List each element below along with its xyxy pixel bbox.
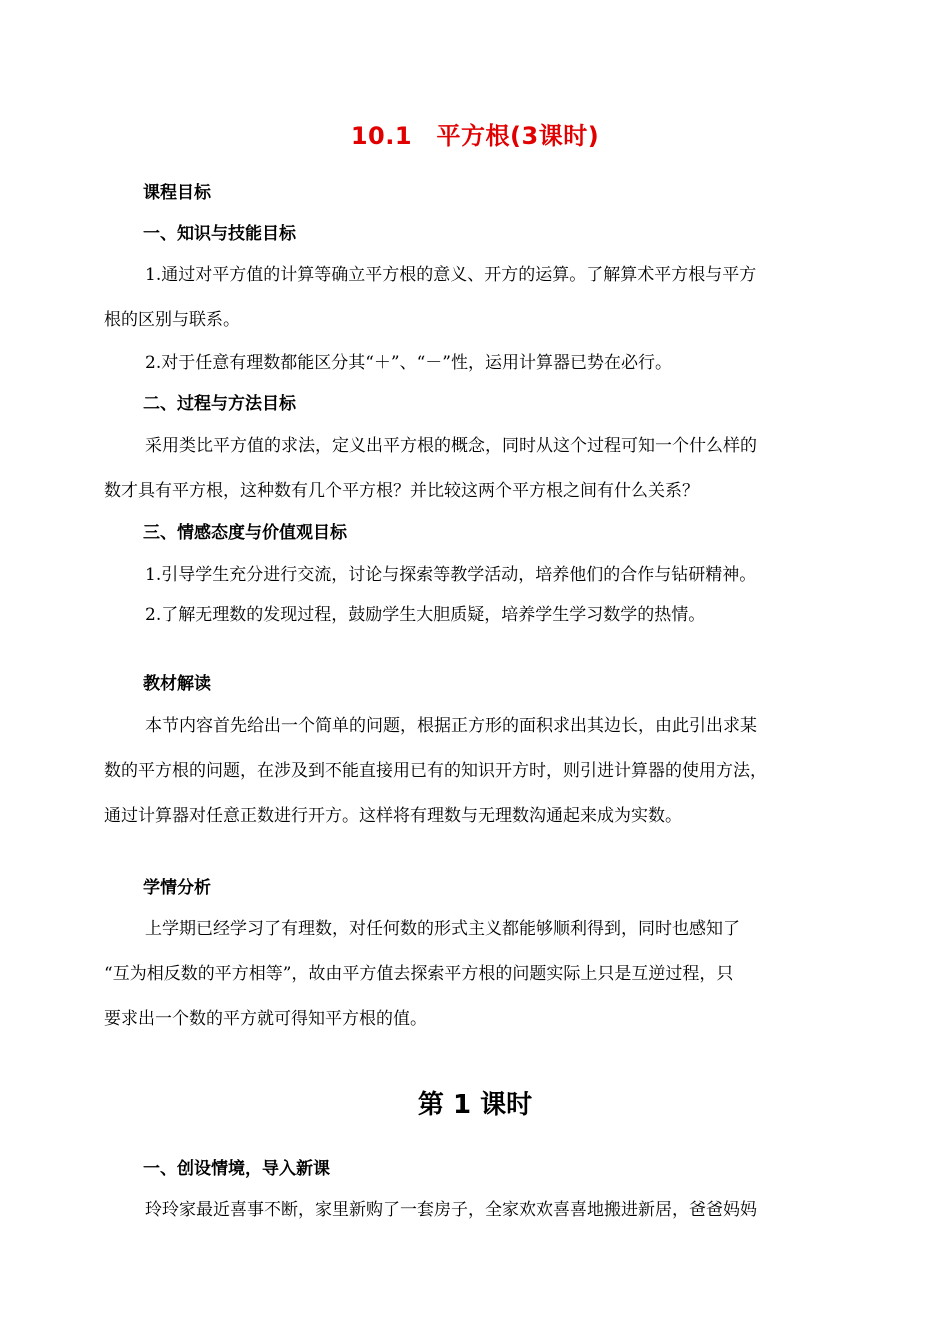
- emotion-values-heading: 三、情感态度与价值观目标: [143, 523, 347, 543]
- lesson-heading: 第 1 课时: [417, 1090, 533, 1120]
- material-heading: 教材解读: [143, 674, 211, 694]
- process-method-heading: 二、过程与方法目标: [143, 394, 296, 414]
- paragraph-line: 数才具有平方根，这种数有几个平方根？并比较这两个平方根之间有什么关系？: [104, 481, 699, 501]
- course-goals-heading: 课程目标: [143, 183, 211, 203]
- paragraph-line: 1.引导学生充分进行交流，讨论与探索等教学活动，培养他们的合作与钻研精神。: [145, 565, 757, 585]
- paragraph-line: 2.了解无理数的发现过程，鼓励学生大胆质疑，培养学生学习数学的热情。: [145, 605, 706, 625]
- knowledge-skills-heading: 一、知识与技能目标: [143, 224, 296, 244]
- paragraph-line: 2.对于任意有理数都能区分其“＋”、“－”性，运用计算器已势在必行。: [145, 353, 672, 373]
- paragraph-line: 通过计算器对任意正数进行开方。这样将有理数与无理数沟通起来成为实数。: [104, 806, 682, 826]
- paragraph-line: 数的平方根的问题，在涉及到不能直接用已有的知识开方时，则引进计算器的使用方法，: [104, 761, 767, 781]
- paragraph-line: 本节内容首先给出一个简单的问题，根据正方形的面积求出其边长，由此引出求某: [145, 716, 757, 736]
- paragraph-line: 根的区别与联系。: [104, 310, 240, 330]
- analysis-heading: 学情分析: [143, 878, 211, 898]
- paragraph-line: 上学期已经学习了有理数，对任何数的形式主义都能够顺利得到，同时也感知了: [145, 919, 740, 939]
- document-title: 10.1 平方根(3课时): [350, 122, 600, 150]
- lesson-subheading: 一、创设情境，导入新课: [143, 1159, 330, 1179]
- paragraph-line: 采用类比平方值的求法，定义出平方根的概念，同时从这个过程可知一个什么样的: [145, 436, 757, 456]
- paragraph-line: 玲玲家最近喜事不断，家里新购了一套房子，全家欢欢喜喜地搬进新居，爸爸妈妈: [145, 1200, 757, 1220]
- paragraph-line: 1.通过对平方值的计算等确立平方根的意义、开方的运算。了解算术平方根与平方: [145, 265, 757, 285]
- paragraph-line: 要求出一个数的平方就可得知平方根的值。: [104, 1009, 427, 1029]
- paragraph-line: “互为相反数的平方相等”，故由平方值去探索平方根的问题实际上只是互逆过程，只: [104, 964, 734, 984]
